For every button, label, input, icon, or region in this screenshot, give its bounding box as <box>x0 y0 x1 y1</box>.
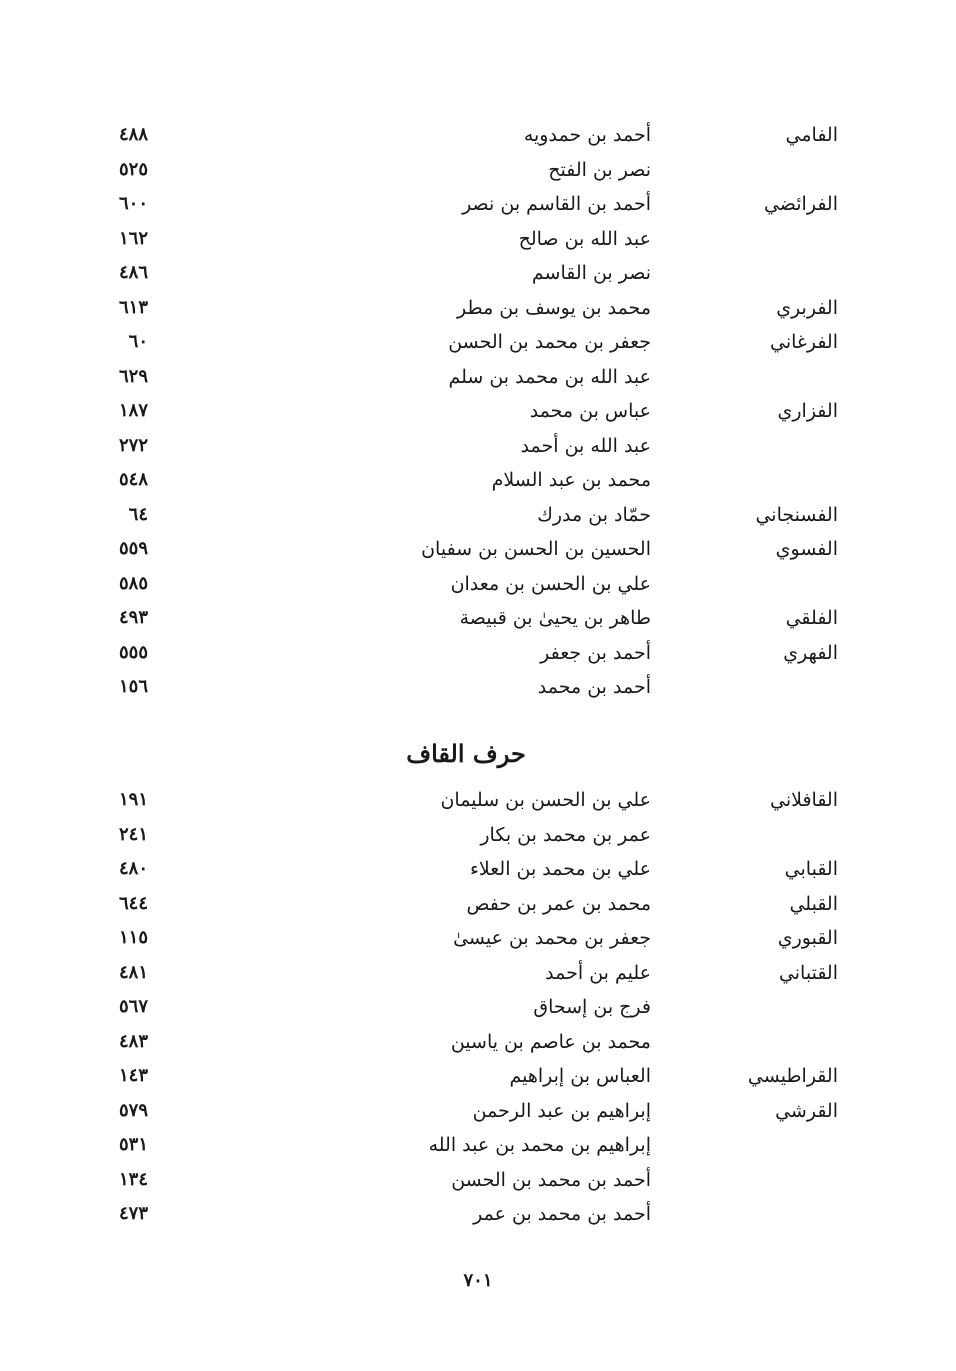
section-qaf-entries <box>0 783 956 1232</box>
index-entry <box>0 463 956 498</box>
entry-page-number: ٥٢٥ <box>118 158 148 180</box>
index-entry <box>0 187 956 222</box>
entry-name: نصر بن القاسم <box>531 262 651 284</box>
entry-page-number: ٥٨٥ <box>118 572 148 594</box>
section-fa-entries <box>0 118 956 705</box>
entry-page-number: ٤٨٨ <box>118 124 148 145</box>
entry-name: عبد الله بن صالح <box>518 227 651 250</box>
entry-page-number: ٦٤ <box>128 503 148 525</box>
entry-nisba: الفهري <box>783 641 838 664</box>
index-entry <box>0 532 956 567</box>
entry-nisba: القبوري <box>777 927 838 949</box>
entry-page-number: ١٤٣ <box>118 1065 148 1086</box>
entry-name: علي بن محمد بن العلاء <box>469 858 651 880</box>
index-entry <box>0 153 956 188</box>
entry-page-number: ٦٠ <box>128 331 148 352</box>
entry-name: علي بن الحسن بن سليمان <box>440 789 651 811</box>
entry-name: عبد الله بن محمد بن سلم <box>448 365 651 388</box>
entry-page-number: ١٦٢ <box>118 227 148 249</box>
entry-nisba: القراطيسي <box>747 1065 838 1087</box>
index-entry <box>0 222 956 257</box>
entry-page-number: ٥٧٩ <box>118 1099 148 1121</box>
index-entry <box>0 956 956 991</box>
entry-name: عباس بن محمد <box>529 400 651 422</box>
entry-name: محمد بن عاصم بن ياسين <box>450 1030 651 1053</box>
index-entry <box>0 325 956 360</box>
entry-nisba: الفامي <box>785 124 838 146</box>
entry-name: عبد الله بن أحمد <box>520 434 651 457</box>
entry-page-number: ٢٤١ <box>118 823 148 845</box>
entry-nisba: القبلي <box>789 892 838 915</box>
entry-nisba: الفزاري <box>777 400 838 422</box>
entry-page-number: ١٣٤ <box>118 1168 148 1190</box>
entry-page-number: ٥٥٥ <box>118 641 148 663</box>
index-entry <box>0 429 956 464</box>
entry-nisba: الفرغاني <box>769 331 838 353</box>
entry-page-number: ٦١٣ <box>118 296 148 318</box>
entry-name: محمد بن عمر بن حفص <box>466 892 651 915</box>
entry-name: العباس بن إبراهيم <box>509 1065 651 1087</box>
page-number: ٧٠١ <box>463 1270 493 1291</box>
index-entry <box>0 818 956 853</box>
index-entry <box>0 256 956 291</box>
index-entry <box>0 1197 956 1232</box>
index-entry <box>0 498 956 533</box>
entry-name: محمد بن عبد السلام <box>491 469 651 491</box>
entry-page-number: ٤٨٦ <box>118 262 148 283</box>
entry-page-number: ٤٩٣ <box>118 607 148 628</box>
index-entry <box>0 567 956 602</box>
index-entry <box>0 783 956 818</box>
entry-name: أحمد بن القاسم بن نصر <box>462 193 651 215</box>
entry-name: عمر بن محمد بن بكار <box>480 823 651 846</box>
entry-page-number: ٦٢٩ <box>118 365 148 387</box>
entry-name: إبراهيم بن عبد الرحمن <box>472 1099 651 1122</box>
entry-name: علي بن الحسن بن معدان <box>450 572 651 595</box>
section-title-text: حرف القاف <box>406 739 526 768</box>
entry-nisba: الفسوي <box>775 538 838 560</box>
entry-page-number: ٤٨١ <box>118 961 148 983</box>
entry-name: حمّاد بن مدرك <box>537 503 651 526</box>
entry-name: طاهر بن يحيىٰ بن قبيصة <box>459 607 651 629</box>
entry-page-number: ٥٦٧ <box>118 996 148 1017</box>
entry-page-number: ٦٤٤ <box>118 892 148 914</box>
entry-name: أحمد بن محمد بن الحسن <box>451 1168 651 1191</box>
entry-nisba: القافلاني <box>769 789 838 811</box>
entry-page-number: ٤٨٠ <box>118 858 148 879</box>
entry-page-number: ١١٥ <box>118 927 148 948</box>
entry-name: فرج بن إسحاق <box>533 996 651 1018</box>
index-entry <box>0 1059 956 1094</box>
entry-page-number: ١٥٦ <box>118 676 148 697</box>
index-entry <box>0 1128 956 1163</box>
entry-name: أحمد بن جعفر <box>540 641 651 664</box>
entry-page-number: ٤٧٣ <box>118 1203 148 1224</box>
index-entry <box>0 360 956 395</box>
entry-nisba: القبابي <box>784 858 838 880</box>
index-entry <box>0 852 956 887</box>
entry-page-number: ٦٠٠ <box>118 193 148 214</box>
index-entry <box>0 118 956 153</box>
entry-name: أحمد بن محمد بن عمر <box>473 1203 651 1225</box>
index-entry <box>0 1025 956 1060</box>
entry-name: إبراهيم بن محمد بن عبد الله <box>428 1134 651 1156</box>
entry-name: محمد بن يوسف بن مطر <box>457 296 651 319</box>
entry-name: أحمد بن حمدويه <box>523 124 651 146</box>
entry-nisba: الفسنجاني <box>755 503 838 526</box>
entry-name: نصر بن الفتح <box>548 158 651 181</box>
entry-nisba: الفربري <box>776 296 838 319</box>
index-entry <box>0 394 956 429</box>
entry-page-number: ٥٤٨ <box>118 469 148 490</box>
index-entry <box>0 636 956 671</box>
index-entry <box>0 887 956 922</box>
entry-page-number: ١٨٧ <box>118 400 148 421</box>
entry-page-number: ٥٥٩ <box>118 538 148 559</box>
entry-nisba: الفرائضي <box>763 193 838 215</box>
entry-name: الحسين بن الحسن بن سفيان <box>421 538 651 560</box>
entry-page-number: ١٩١ <box>118 789 148 810</box>
index-entry <box>0 990 956 1025</box>
entry-name: جعفر بن محمد بن عيسىٰ <box>453 927 651 949</box>
index-entry <box>0 1163 956 1198</box>
index-entry <box>0 921 956 956</box>
entry-page-number: ٢٧٢ <box>118 434 148 456</box>
entry-page-number: ٤٨٣ <box>118 1030 148 1052</box>
section-title <box>0 736 956 772</box>
entry-page-number: ٥٣١ <box>118 1134 148 1155</box>
entry-name: عليم بن أحمد <box>545 961 651 984</box>
index-entry <box>0 291 956 326</box>
entry-nisba: القرشي <box>775 1099 838 1122</box>
entry-name: أحمد بن محمد <box>537 676 651 698</box>
entry-name: جعفر بن محمد بن الحسن <box>448 331 651 353</box>
entry-nisba: القتباني <box>778 961 838 984</box>
entry-nisba: الفلقي <box>785 607 838 629</box>
index-entry <box>0 670 956 705</box>
index-entry <box>0 601 956 636</box>
index-entry <box>0 1094 956 1129</box>
